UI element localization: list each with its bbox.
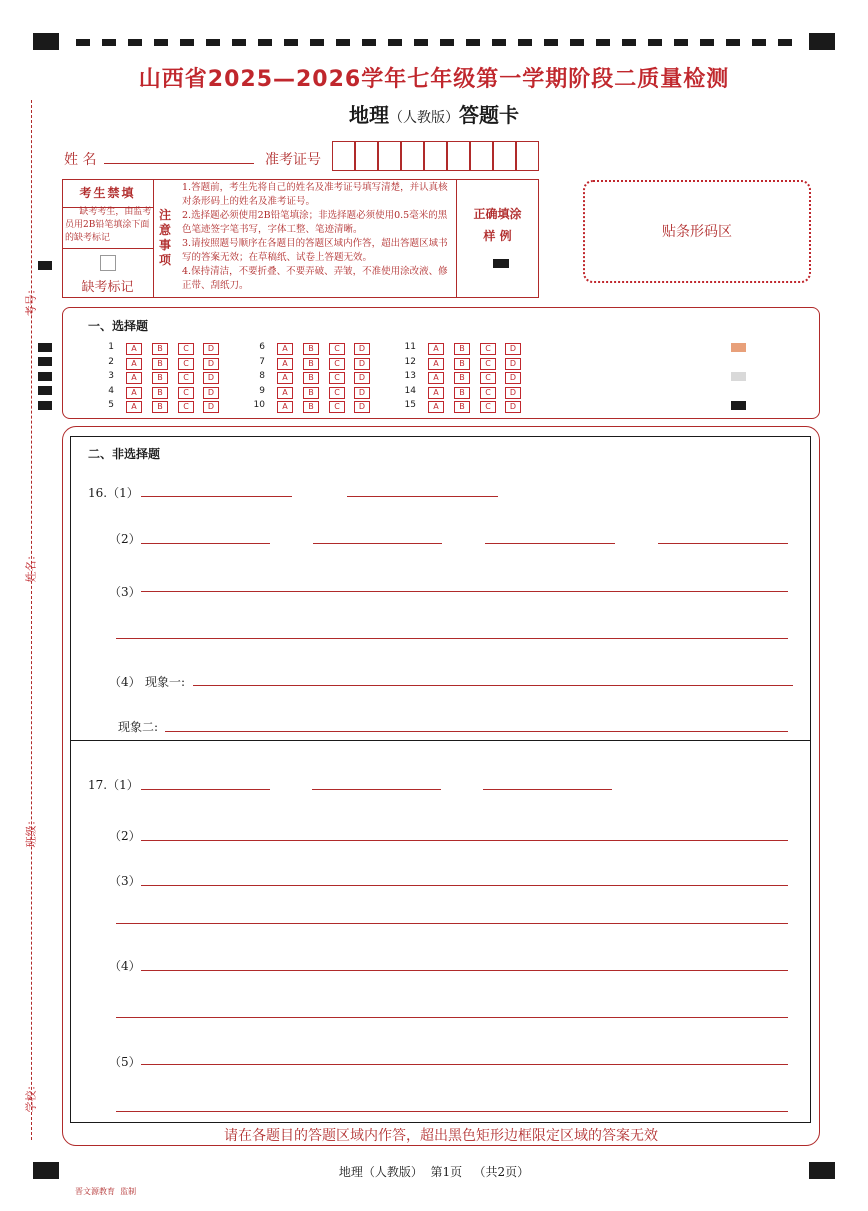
answer-bubble-10-b[interactable]: B [303,401,319,413]
card-label: 答题卡 [459,103,519,127]
q16-part3-answer[interactable] [116,638,788,639]
question-number: 2 [108,356,114,367]
timing-mark [128,39,142,46]
exam-no-cell[interactable] [424,141,447,171]
question-number: 10 [253,400,265,411]
page-title: 山西省2025—2026学年七年级第一学期阶段二质量检测 [138,67,730,92]
q17-part1-answer[interactable] [312,789,441,790]
q17-part3-label: （3） [109,874,141,888]
q16-part3-answer[interactable] [141,591,788,592]
answer-bubble-10-c[interactable]: C [329,401,345,413]
answer-bubble-11-a[interactable]: A [428,343,444,355]
exam-no-cell[interactable] [493,141,516,171]
exam-no-cell[interactable] [378,141,401,171]
answer-bubble-9-b[interactable]: B [303,387,319,399]
answer-frame [70,436,811,1123]
q16-part1-label: 16.（1） [88,486,139,500]
question-number: 7 [259,356,265,367]
q16-phenomenon1-answer[interactable] [193,685,793,686]
timing-mark [674,39,688,46]
answer-bubble-8-c[interactable]: C [329,372,345,384]
answer-bubble-5-a[interactable]: A [126,401,142,413]
timing-mark [466,39,480,46]
answer-bubble-5-b[interactable]: B [152,401,168,413]
subject: 地理 [349,103,389,127]
timing-mark [622,39,636,46]
page-footer: 地理（人教版） 第1页 （共2页） [338,1165,530,1179]
timing-mark [336,39,350,46]
q16-part4-label: （4） [109,675,141,689]
exam-no-cell[interactable] [516,141,539,171]
q17-part1-label: 17.（1） [88,778,139,792]
question-number: 4 [108,385,114,396]
absent-label: 缺考标记 [81,280,134,295]
answer-bubble-1-d[interactable]: D [203,343,219,355]
answer-bubble-5-c[interactable]: C [178,401,194,413]
divider [62,248,153,249]
q16-part2-answer[interactable] [141,543,270,544]
answer-bubble-4-a[interactable]: A [126,387,142,399]
q17-part3-answer[interactable] [141,885,788,886]
answer-bubble-7-d[interactable]: D [354,358,370,370]
publisher: 晋文源教育 监制 [75,1187,137,1196]
exam-no-cell[interactable] [470,141,493,171]
q16-phenomenon2-answer[interactable] [165,731,788,732]
timing-mark [284,39,298,46]
timing-mark [38,386,52,395]
correct-fill-title-line1: 正确填涂 [473,207,522,221]
answer-bubble-7-b[interactable]: B [303,358,319,370]
question-divider [70,740,811,741]
page-subtitle [0,99,868,128]
answer-bubble-11-d[interactable]: D [505,343,521,355]
answer-bubble-7-a[interactable]: A [277,358,293,370]
q17-part5-label: （5） [109,1055,141,1069]
answer-bubble-1-c[interactable]: C [178,343,194,355]
correct-fill-title [456,203,539,247]
timing-mark [258,39,272,46]
question-number: 1 [108,342,114,352]
correct-fill-title-line2: 样 例 [483,229,512,243]
timing-mark [310,39,324,46]
q17-part4-label: （4） [109,959,141,973]
q16-phenomenon1-label: 现象一: [145,675,186,689]
name-label: 姓 名 [64,152,97,168]
timing-mark [726,39,740,46]
q17-part1-answer[interactable] [483,789,612,790]
timing-mark [154,39,168,46]
timing-mark [700,39,714,46]
divider [153,179,154,298]
answer-bubble-2-d[interactable]: D [203,358,219,370]
q16-part1-answer[interactable] [347,496,498,497]
answer-bubble-12-d[interactable]: D [505,358,521,370]
answer-bubble-14-c[interactable]: C [480,387,496,399]
timing-mark [38,261,52,270]
correct-fill-example [493,259,509,268]
answer-bubble-1-b[interactable]: B [152,343,168,355]
timing-mark [38,343,52,352]
timing-mark [38,372,52,381]
answer-bubble-11-c[interactable]: C [480,343,496,355]
timing-mark [414,39,428,46]
q16-phenomenon2-label: 现象二: [118,720,159,734]
answer-bubble-6-d[interactable]: D [354,343,370,355]
color-swatch-orange [731,343,746,352]
answer-bubble-12-c[interactable]: C [480,358,496,370]
answer-area-warning: 请在各题目的答题区域内作答，超出黑色矩形边框限定区域的答案无效 [224,1128,658,1144]
answer-bubble-6-c[interactable]: C [329,343,345,355]
answer-bubble-8-a[interactable]: A [277,372,293,384]
color-swatch-gray [731,372,746,381]
q17-part2-label: （2） [109,829,141,843]
exam-no-cell[interactable] [401,141,424,171]
side-label-name: 姓名： [24,549,38,583]
answer-bubble-13-c[interactable]: C [480,372,496,384]
answer-bubble-3-d[interactable]: D [203,372,219,384]
answer-bubble-8-b[interactable]: B [303,372,319,384]
timing-mark [102,39,116,46]
question-number: 15 [404,400,416,411]
timing-mark [232,39,246,46]
timing-mark [440,39,454,46]
timing-mark [518,39,532,46]
answer-bubble-12-b[interactable]: B [454,358,470,370]
q17-part2-answer[interactable] [141,840,788,841]
answer-bubble-15-d[interactable]: D [505,401,521,413]
timing-mark [596,39,610,46]
answer-bubble-13-d[interactable]: D [505,372,521,384]
q17-part4-answer[interactable] [141,970,788,971]
answer-bubble-13-b[interactable]: B [454,372,470,384]
answer-bubble-15-c[interactable]: C [480,401,496,413]
q17-part3-answer[interactable] [116,923,788,924]
exam-no-cells[interactable] [332,141,540,171]
answer-bubble-12-a[interactable]: A [428,358,444,370]
exam-no-cell[interactable] [355,141,378,171]
color-swatch-black [731,401,746,410]
timing-mark [778,39,792,46]
question-number: 5 [108,400,114,411]
answer-bubble-4-d[interactable]: D [203,387,219,399]
side-line [31,100,32,1140]
choice-grid [0,0,1,1]
answer-bubble-3-b[interactable]: B [152,372,168,384]
q16-part2-answer[interactable] [658,543,788,544]
question-number: 8 [259,371,265,382]
question-number: 9 [259,385,265,396]
answer-bubble-15-a[interactable]: A [428,401,444,413]
answer-bubble-14-a[interactable]: A [428,387,444,399]
answer-bubble-2-b[interactable]: B [152,358,168,370]
q16-part3-label: （3） [109,585,141,599]
barcode-label: 贴条形码区 [662,224,732,240]
timing-marks-top [76,39,796,46]
q16-part2-answer[interactable] [313,543,442,544]
edition: （人教版） [389,110,459,126]
answer-bubble-9-a[interactable]: A [277,387,293,399]
answer-bubble-7-c[interactable]: C [329,358,345,370]
timing-mark [492,39,506,46]
answer-bubble-10-d[interactable]: D [354,401,370,413]
exam-no-cell[interactable] [447,141,470,171]
corner-marker-top-right [809,33,835,50]
answer-bubble-6-a[interactable]: A [277,343,293,355]
q16-part2-label: （2） [109,532,141,546]
answer-bubble-11-b[interactable]: B [454,343,470,355]
answer-bubble-5-d[interactable]: D [203,401,219,413]
timing-mark [76,39,90,46]
timing-mark [752,39,766,46]
answer-bubble-4-c[interactable]: C [178,387,194,399]
timing-mark [180,39,194,46]
exam-no-label: 准考证号 [265,152,321,168]
question-number: 3 [108,371,114,382]
timing-mark [544,39,558,46]
answer-bubble-13-a[interactable]: A [428,372,444,384]
answer-bubble-1-a[interactable]: A [126,343,142,355]
rules-text: 1.答题前，考生先将自己的姓名及准考证号填写清楚，并认真核对条形码上的姓名及准考证号。 2.选择题必须使用2B铅笔填涂；非选择题必须使用0.5毫米的黑色笔迹签字笔书写，字体工整、笔迹清晰。 3.请按照题号顺序在各题目的答题区域内作答，超出答题区域书写的答案无效；在草稿纸、试卷上答题无效。 4.保持清洁，不要折叠、不要弄破、弄皱，不准使用涂改液、修正带、刮纸刀。 [182,182,448,291]
answer-bubble-6-b[interactable]: B [303,343,319,355]
timing-mark [38,401,52,410]
nonchoice-section-title: 二、非选择题 [88,447,161,461]
timing-mark [388,39,402,46]
corner-marker-top-left [33,33,59,50]
side-label-class: 班级： [24,814,38,848]
choice-section-title: 一、选择题 [88,319,149,333]
answer-bubble-3-a[interactable]: A [126,372,142,384]
answer-bubble-4-b[interactable]: B [152,387,168,399]
answer-bubble-9-d[interactable]: D [354,387,370,399]
forbidden-text: 缺考考生，由监考员用2B铅笔填涂下面的缺考标记 [65,207,152,243]
q16-part1-answer[interactable] [141,496,292,497]
side-label-exam-no: 考号： [24,283,38,317]
absent-checkbox[interactable] [100,255,116,271]
answer-bubble-3-c[interactable]: C [178,372,194,384]
question-number: 12 [404,356,416,367]
timing-mark [206,39,220,46]
q17-part5-answer[interactable] [141,1064,788,1065]
exam-no-cell[interactable] [332,141,355,171]
answer-bubble-2-a[interactable]: A [126,358,142,370]
question-number: 14 [404,385,416,396]
answer-bubble-2-c[interactable]: C [178,358,194,370]
answer-bubble-14-b[interactable]: B [454,387,470,399]
timing-mark [570,39,584,46]
timing-mark [362,39,376,46]
attention-title: 注意事项 [159,208,172,267]
answer-bubble-15-b[interactable]: B [454,401,470,413]
q17-part1-answer[interactable] [141,789,270,790]
question-number: 6 [259,342,265,352]
q17-part4-answer[interactable] [116,1017,788,1018]
timing-mark [38,357,52,366]
answer-bubble-14-d[interactable]: D [505,387,521,399]
q17-part5-answer[interactable] [116,1111,788,1112]
forbidden-title: 考生禁填 [79,186,136,200]
answer-bubble-9-c[interactable]: C [329,387,345,399]
answer-bubble-10-a[interactable]: A [277,401,293,413]
side-label-school: 学校： [24,1079,38,1113]
q16-part2-answer[interactable] [485,543,615,544]
answer-bubble-8-d[interactable]: D [354,372,370,384]
question-number: 11 [404,342,416,352]
question-number: 13 [404,371,416,382]
name-field[interactable] [104,163,254,164]
timing-mark [648,39,662,46]
